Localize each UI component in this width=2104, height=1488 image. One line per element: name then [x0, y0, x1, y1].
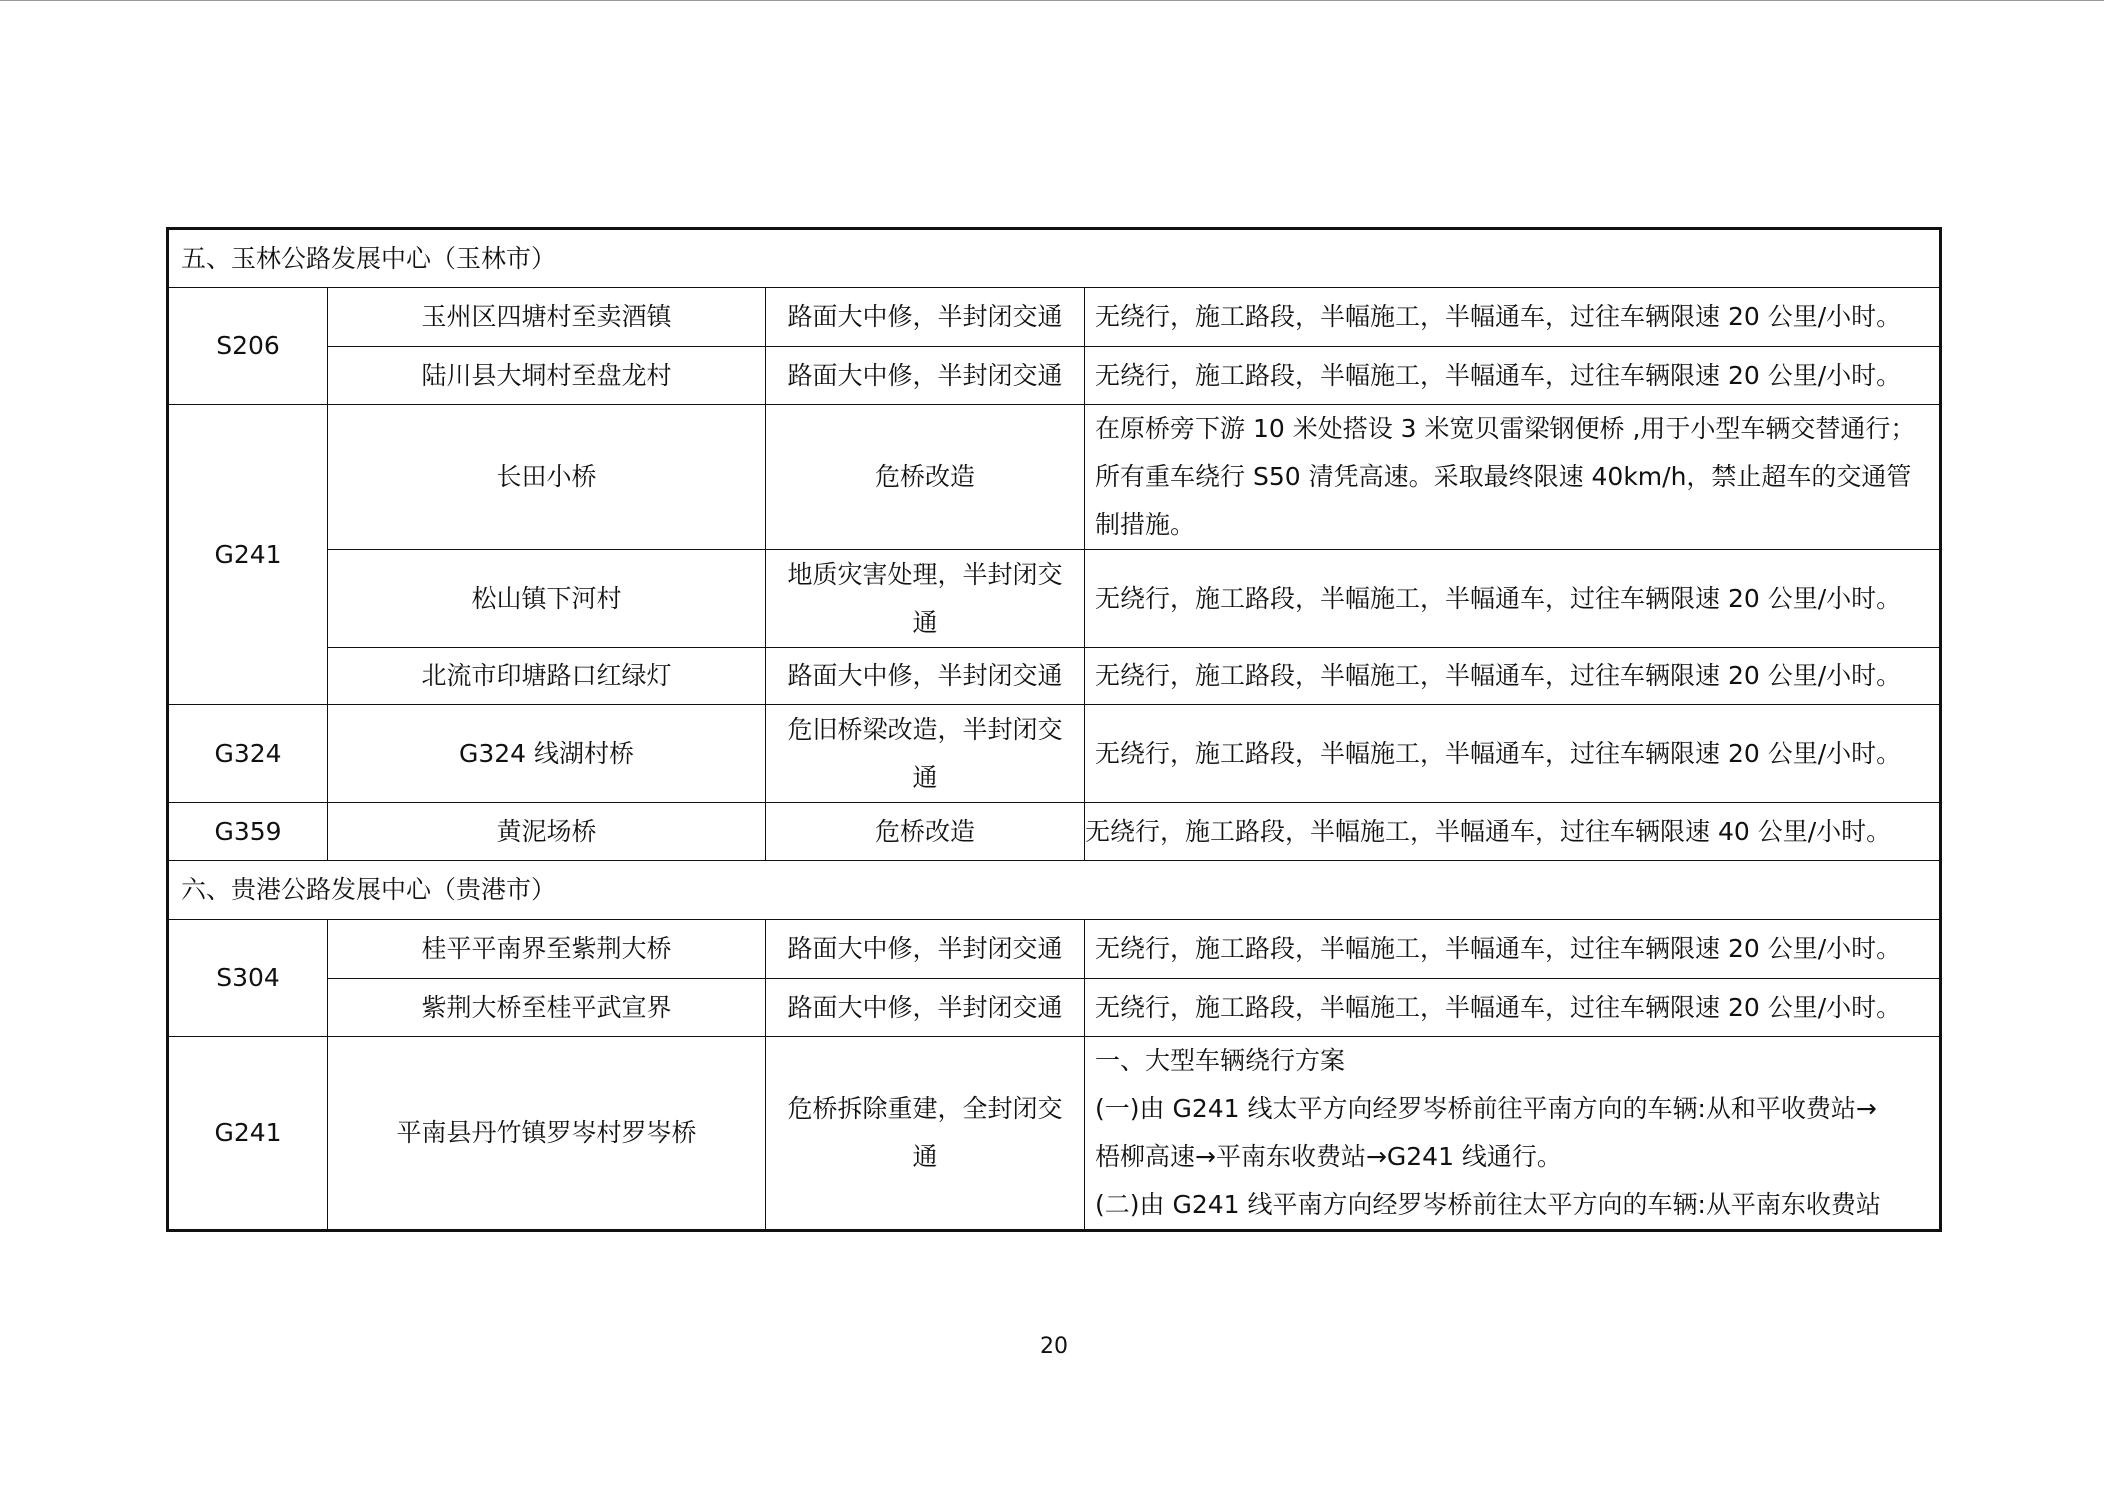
measure-line: 所有重车绕行 S50 清凭高速。采取最终限速 40km/h，禁止超车的交通管 [1095, 462, 1912, 491]
table-row [168, 1037, 1941, 1231]
road-construction-table [166, 227, 1942, 1232]
measure [1085, 405, 1941, 550]
work-type: 路面大中修，半封闭交通 [766, 979, 1085, 1037]
location: 平南县丹竹镇罗岑村罗岑桥 [328, 1037, 766, 1231]
table-row [168, 705, 1941, 803]
measure: 无绕行，施工路段，半幅施工，半幅通车，过往车辆限速 20 公里/小时。 [1085, 347, 1941, 405]
measure-line: 制措施。 [1095, 510, 1196, 539]
table-row [168, 979, 1941, 1037]
work-type: 危桥拆除重建，全封闭交通 [766, 1037, 1085, 1231]
table-row [168, 550, 1941, 648]
road-code: S304 [168, 920, 328, 1037]
work-type: 危桥改造 [766, 405, 1085, 550]
table-row [168, 288, 1941, 347]
page-number: 20 [1040, 1334, 1068, 1359]
road-code: S206 [168, 288, 328, 405]
section-header-row [168, 229, 1941, 288]
section-title: 六、贵港公路发展中心（贵港市） [168, 861, 1941, 920]
measure: 无绕行，施工路段，半幅施工，半幅通车，过往车辆限速 20 公里/小时。 [1085, 705, 1941, 803]
measure-line: 一、大型车辆绕行方案 [1095, 1046, 1346, 1075]
measure: 无绕行，施工路段，半幅施工，半幅通车，过往车辆限速 20 公里/小时。 [1085, 648, 1941, 705]
work-type: 路面大中修，半封闭交通 [766, 288, 1085, 347]
table-row [168, 648, 1941, 705]
measure [1085, 1037, 1941, 1231]
table-row [168, 803, 1941, 861]
road-code: G241 [168, 405, 328, 705]
work-type: 危旧桥梁改造，半封闭交通 [766, 705, 1085, 803]
section-title: 五、玉林公路发展中心（玉林市） [168, 229, 1941, 288]
page-top-edge [0, 0, 2104, 1]
table-row [168, 347, 1941, 405]
measure: 无绕行，施工路段，半幅施工，半幅通车，过往车辆限速 20 公里/小时。 [1085, 288, 1941, 347]
measure-line: 在原桥旁下游 10 米处搭设 3 米宽贝雷梁钢便桥 ,用于小型车辆交替通行； [1095, 414, 1916, 443]
table-row [168, 920, 1941, 979]
table-row [168, 405, 1941, 550]
work-type: 危桥改造 [766, 803, 1085, 861]
measure-line: (一)由 G241 线太平方向经罗岑桥前往平南方向的车辆:从和平收费站→ [1095, 1094, 1877, 1123]
measure-line: (二)由 G241 线平南方向经罗岑桥前往太平方向的车辆:从平南东收费站 [1095, 1190, 1881, 1219]
location: 黄泥场桥 [328, 803, 766, 861]
location: 紫荆大桥至桂平武宣界 [328, 979, 766, 1037]
work-type: 路面大中修，半封闭交通 [766, 920, 1085, 979]
measure: 无绕行，施工路段，半幅施工，半幅通车，过往车辆限速 20 公里/小时。 [1085, 550, 1941, 648]
location: 桂平平南界至紫荆大桥 [328, 920, 766, 979]
road-code: G359 [168, 803, 328, 861]
section-header-row [168, 861, 1941, 920]
measure-line: 梧柳高速→平南东收费站→G241 线通行。 [1095, 1142, 1562, 1171]
work-type: 地质灾害处理，半封闭交通 [766, 550, 1085, 648]
measure: 无绕行，施工路段，半幅施工，半幅通车，过往车辆限速 40 公里/小时。 [1085, 803, 1941, 861]
location: 长田小桥 [328, 405, 766, 550]
location: G324 线湖村桥 [328, 705, 766, 803]
road-code: G324 [168, 705, 328, 803]
location: 陆川县大垌村至盘龙村 [328, 347, 766, 405]
measure: 无绕行，施工路段，半幅施工，半幅通车，过往车辆限速 20 公里/小时。 [1085, 979, 1941, 1037]
work-type: 路面大中修，半封闭交通 [766, 648, 1085, 705]
location: 松山镇下河村 [328, 550, 766, 648]
location: 北流市印塘路口红绿灯 [328, 648, 766, 705]
location: 玉州区四塘村至卖酒镇 [328, 288, 766, 347]
measure: 无绕行，施工路段，半幅施工，半幅通车，过往车辆限速 20 公里/小时。 [1085, 920, 1941, 979]
road-code: G241 [168, 1037, 328, 1231]
work-type: 路面大中修，半封闭交通 [766, 347, 1085, 405]
